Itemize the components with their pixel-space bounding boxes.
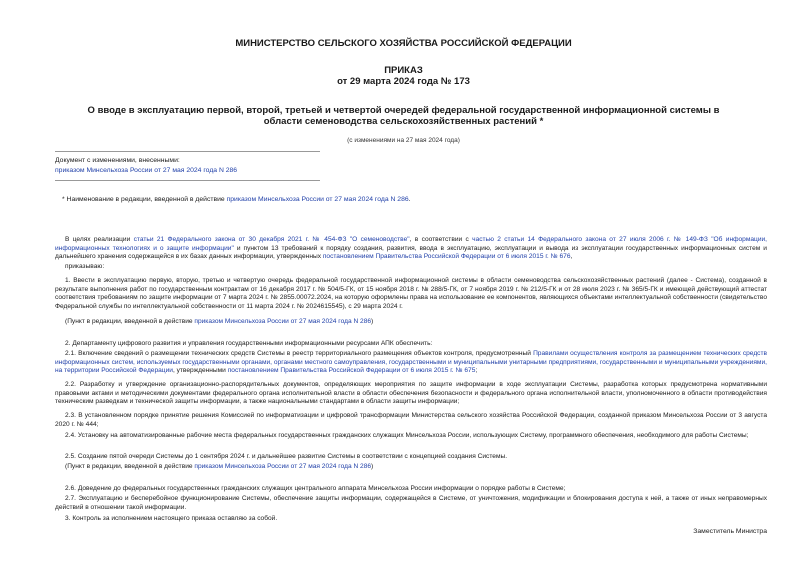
paragraph-2-2: 2.2. Разработку и утверждение организационно-распорядительных документов, определяющих мероприятия по защите информации в ходе эксплуатации Системы, разработка которых предусмотрена нормативными правовыми актами и методическими документами федерального органа исполнительной власти в области обеспечения безопасности и федерального органа исполнительной власти, уполномоченного в области противодействия техническим разведкам и технической защиты информации, а также национальными стандартами в области защиты информации; [55,381,767,406]
law-454-link[interactable]: статьи 21 Федерального закона от 30 декабря 2021 г. № 454-ФЗ "О семеноводстве" [133,236,410,243]
order-word: приказываю: [65,263,105,270]
decree-676-link[interactable]: постановлением Правительства Российской Федерации от 6 июля 2015 г. № 676 [322,253,571,261]
paragraph-2-3: 2.3. В установленном порядке принятие решения Комиссией по информатизации и цифровой трансформации Министерства сельского хозяйства Российской Федерации, созданной приказом Минсельхоза России от 3 августа 2020 г. № 444; [55,412,767,428]
rules-link[interactable]: Правилами осуществления контроля за размещением технических средств информационных систем, используемых государственными органами, органами местного самоуправления, государственными и муниципальными унитарными предприятиями, государственными и муниципальными учреждениями, на территории Российской Федерации [55,350,767,375]
footnote-link[interactable]: приказом Минсельхоза России от 27 мая 2024 года N 286 [226,196,409,203]
footnote: * Наименование в редакции, введенной в действие приказом Минсельхоза России от 27 мая 2024 года N 286. [62,196,411,203]
doc-date-number: от 29 марта 2024 года № 173 [337,76,470,87]
amendments-label: Документ с изменениями, внесенными: [55,157,180,164]
doc-type: ПРИКАЗ [384,65,423,76]
paragraph-2: 2. Департаменту цифрового развития и управления государственными информационными ресурсами АПК обеспечить: [65,340,433,347]
ministry-name: МИНИСТЕРСТВО СЕЛЬСКОГО ХОЗЯЙСТВА РОССИЙСКОЙ ФЕДЕРАЦИИ [235,38,572,49]
edit-note-2: (Пункт в редакции, введенной в действие приказом Минсельхоза России от 27 мая 2024 года N 286) [65,463,374,470]
law-149-link[interactable]: частью 2 статьи 14 Федерального закона от 27 июля 2006 г. № 149-ФЗ "Об информации, информационных технологиях и о защите информации" [55,236,768,252]
paragraph-2-5: 2.5. Создание пятой очереди Системы до 1 сентября 2024 г. и дальнейшее развитие Системы в соответствии с концепцией создания Системы. [65,453,508,460]
edit-link-2[interactable]: приказом Минсельхоза России от 27 мая 2024 года N 286 [194,463,372,470]
paragraph-2-6: 2.6. Доведение до федеральных государственных гражданских служащих центрального аппарата Минсельхоза России информации о порядке работы в Системе; [65,485,566,492]
amendment-link[interactable]: приказом Минсельхоза России от 27 мая 2024 года N 286 [55,167,238,174]
divider [55,151,320,152]
paragraph-2-7: 2.7. Эксплуатацию и бесперебойное функционирование Системы, обеспечение защиты информации, содержащейся в Системе, от уничтожения, модификации и блокирования доступа к ней, а также от иных неправомерных действий в отношении такой информации. [55,495,767,511]
edit-link-1[interactable]: приказом Минсельхоза России от 27 мая 2024 года N 286 [194,318,372,325]
decree-675-link[interactable]: постановлением Правительства Российской Федерации от 6 июля 2015 г. № 675 [227,367,476,375]
preamble: В целях реализации статьи 21 Федерального закона от 30 декабря 2021 г. № 454-ФЗ "О семеноводстве", в соответствии с частью 2 статьи 14 Федерального закона от 27 июля 2006 г. № 149-ФЗ "Об информации, информационных технологиях и о защите информации" и пунктом 13 требований к порядку создания, развития, ввода в эксплуатацию, эксплуатации и вывода из эксплуатации государственных информационных систем и дальнейшего хранения содержащейся в их базах данных информации, утвержденных постановлением Правительства Российской Федерации от 6 июля 2015 г. № 676, [55,236,768,261]
paragraph-1: 1. Ввести в эксплуатацию первую, вторую, третью и четвертую очередь федеральной государственной информационной системы в области семеноводства сельскохозяйственных растений (далее - Система), созданной в результате выполнения работ по государственным контрактам от 16 декабря 2017 г. № 504/5-ГК, от 15 ноября 2018 г. № 288/5-ГК, от 7 ноября 2019 г. № 212/5-ГК и от 28 июля 2023 г. № 365/5-ГК и имеющей действующий аттестат соответствия требованиям по защите информации от 7 марта 2024 г. № 2855.00072.2024, на которую оформлены права на использование ее компонентов, являющихся объектами интеллектуальной собственности (свидетельство Федеральной службы по интеллектуальной собственности от 11 марта 2024 г. № 2024615545), с 29 марта 2024 г. [55,277,767,310]
divider [55,180,320,181]
paragraph-2-1: 2.1. Включение сведений о размещении технических средств Системы в реестр территориального размещения объектов контроля, предусмотренный Правилами осуществления контроля за размещением технических средств информационных систем, используемых государственными органами, органами местного самоуправления, государственными и муниципальными унитарными предприятиями, государственными и муниципальными учреждениями, на территории Российской Федерации, утвержденными постановлением Правительства Российской Федерации от 6 июля 2015 г. № 675; [55,350,767,375]
changes-note: (с изменениями на 27 мая 2024 года) [347,137,460,144]
edit-note-1: (Пункт в редакции, введенной в действие приказом Минсельхоза России от 27 мая 2024 года N 286) [65,318,374,325]
paragraph-3: 3. Контроль за исполнением настоящего приказа оставляю за собой. [65,515,278,522]
doc-title: О вводе в эксплуатацию первой, второй, третьей и четвертой очередей федеральной государственной информационной системы в области семеноводства сельскохозяйственных растений * [87,105,720,127]
paragraph-2-4: 2.4. Установку на автоматизированные рабочие места федеральных государственных гражданских служащих Минсельхоза России, использующих Систему, программного обеспечения, необходимого для работы Системы; [65,432,749,439]
signature-title: Заместитель Министра [693,528,767,535]
